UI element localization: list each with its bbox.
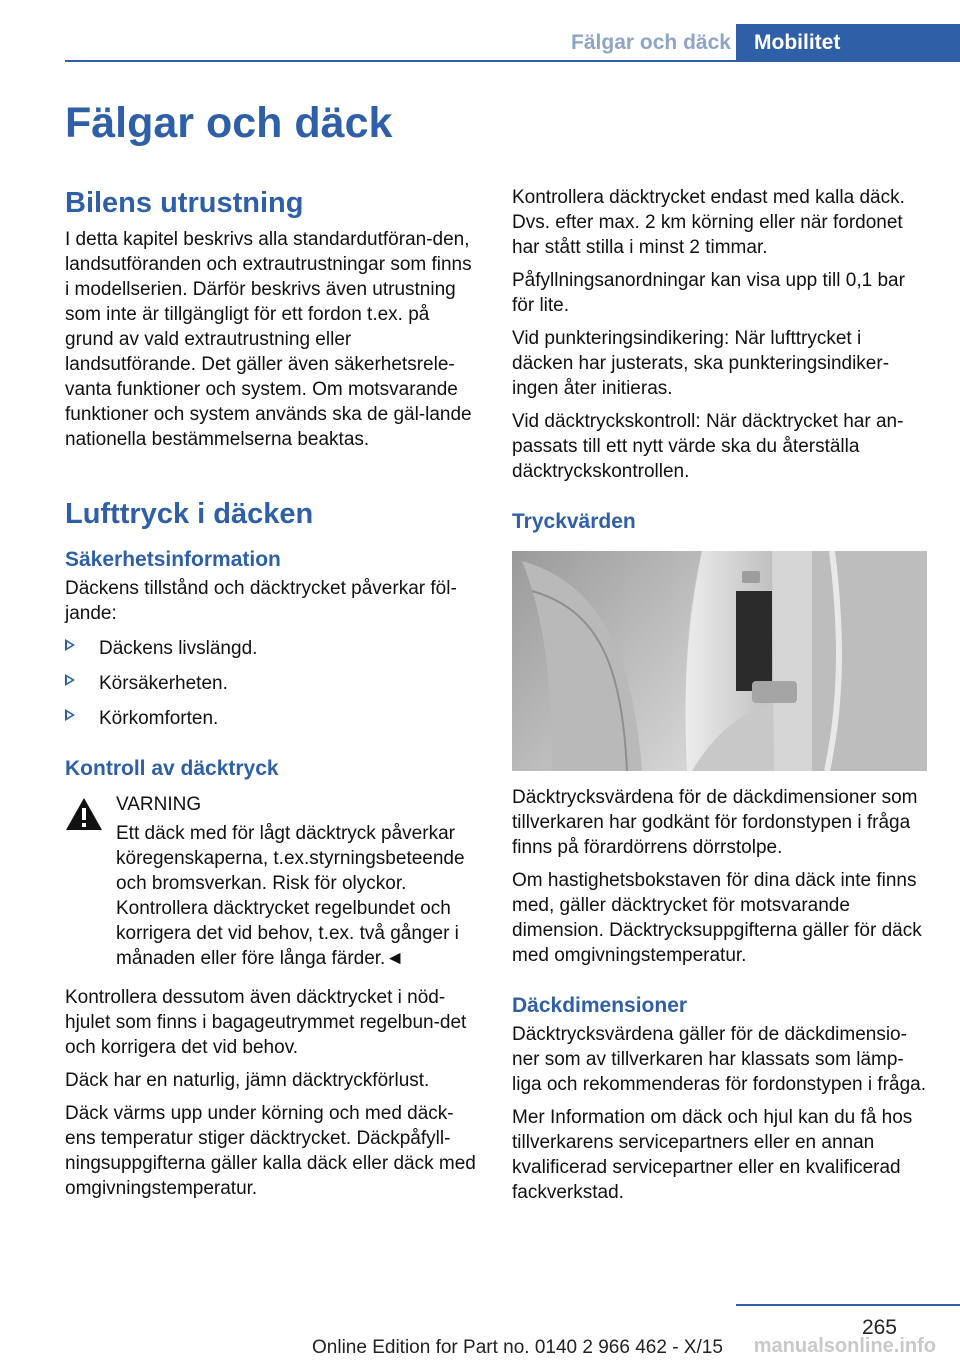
triangle-bullet-icon	[65, 709, 75, 721]
paragraph-sakerhet: Däckens tillstånd och däcktrycket påverkar föl-jande:	[65, 578, 457, 624]
heading-tryckvarden: Tryckvärden	[512, 510, 636, 533]
list-item: Körkomforten.	[65, 706, 480, 731]
door-pillar-photo	[512, 551, 927, 771]
heading-dackdimensioner: Däckdimensioner	[512, 994, 688, 1017]
triangle-bullet-icon	[65, 639, 75, 651]
paragraph-punktering: Vid punkteringsindikering: När lufttrycket i däcken har justerats, ska punkteringsindiker-ingen åter initieras.	[512, 328, 890, 399]
header-rule	[65, 60, 960, 62]
warning-label: VARNING	[116, 794, 202, 815]
bullet-list	[65, 636, 480, 731]
paragraph-nodhjul: Kontrollera dessutom även däcktrycket i nöd-hjulet som finns i bagageutrymmet regelbun-det och korrigera det vid behov.	[65, 987, 467, 1058]
paragraph-uppvarmning: Däck värms upp under körning och med däck-ens temperatur stiger däcktrycket. Däckpåfyll-ningsuppgifterna gäller kalla däck eller däck med omgivningstemperatur.	[65, 1103, 476, 1199]
edition-note: Online Edition for Part no. 0140 2 966 462 - X/15	[312, 1337, 723, 1358]
list-item: Körsäkerheten.	[65, 671, 480, 696]
list-item: Däckens livslängd.	[65, 636, 480, 661]
paragraph-hastighetsbokstav: Om hastighetsbokstaven för dina däck inte finns med, gäller däcktrycket för motsvarande dimension. Däcktrycksuppgifterna gäller för däck med omgivningstemperatur.	[512, 870, 922, 966]
paragraph-pafyllning: Påfyllningsanordningar kan visa upp till 0,1 bar för lite.	[512, 270, 905, 316]
paragraph-tryckforlust: Däck har en naturlig, jämn däcktryckförlust.	[65, 1070, 430, 1091]
warning-triangle-icon	[65, 797, 103, 831]
page-number: 265	[861, 1316, 897, 1339]
heading-kontroll: Kontroll av däcktryck	[65, 757, 279, 780]
heading-sakerhetsinformation: Säkerhetsinformation	[65, 548, 281, 571]
warning-block	[65, 792, 480, 971]
paragraph-bilens: I detta kapitel beskrivs alla standardutföran-den, landsutföranden och extrautrustningar som finns i modellserien. Därför beskrivs även utrustning som inte är tillgängligt för ett fordon t.ex. på grund av vald extrautrustning eller landsutförande. Det gäller även säkerhetsrele-vanta funktioner och system. Om motsvarande funktioner och system används ska de gäl-lande nationella bestämmelserna beaktas.	[65, 229, 472, 450]
watermark: manualsonline.info	[753, 1335, 936, 1357]
paragraph-dackdimensioner: Däcktrycksvärdena gäller för de däckdimensio-ner som av tillverkaren har klassats som lämp-liga och rekommenderas för fordonstypen i fråga.	[512, 1024, 926, 1095]
paragraph-mer-information: Mer Information om däck och hjul kan du få hos tillverkarens servicepartners eller en annan kvalificerad servicepartner eller en kvalificerad fackverkstad.	[512, 1107, 913, 1203]
header-chapter-tab: Mobilitet	[736, 24, 960, 62]
paragraph-dorrstolpe: Däcktrycksvärdena för de däckdimensioner som tillverkaren har godkänt för fordonstypen i fråga finns på förardörrens dörrstolpe.	[512, 787, 918, 858]
right-column	[512, 185, 927, 1205]
footer-rule	[736, 1304, 960, 1306]
header-section-tab: Fälgar och däck	[571, 31, 731, 54]
heading-bilens-utrustning: Bilens utrustning	[65, 187, 304, 219]
warning-text: Ett däck med för lågt däcktryck påverkar köregenskaperna, t.ex.styrningsbeteende och bromsverkan. Risk för olyckor. Kontrollera däcktrycket regelbundet och korrigera det vid behov, t.ex. två gånger i månaden eller före långa färder.◄	[116, 823, 465, 969]
left-column	[65, 185, 480, 1201]
triangle-bullet-icon	[65, 674, 75, 686]
page-title: Fälgar och däck	[65, 99, 393, 147]
paragraph-dacktryckskontroll: Vid däcktryckskontroll: När däcktrycket har an-passats till ett nytt värde ska du återställa däcktryckskontrollen.	[512, 411, 904, 482]
paragraph-kalla-dack: Kontrollera däcktrycket endast med kalla däck. Dvs. efter max. 2 km körning eller när fordonet har stått stilla i minst 2 timmar.	[512, 187, 905, 258]
heading-lufttryck: Lufttryck i däcken	[65, 498, 314, 530]
